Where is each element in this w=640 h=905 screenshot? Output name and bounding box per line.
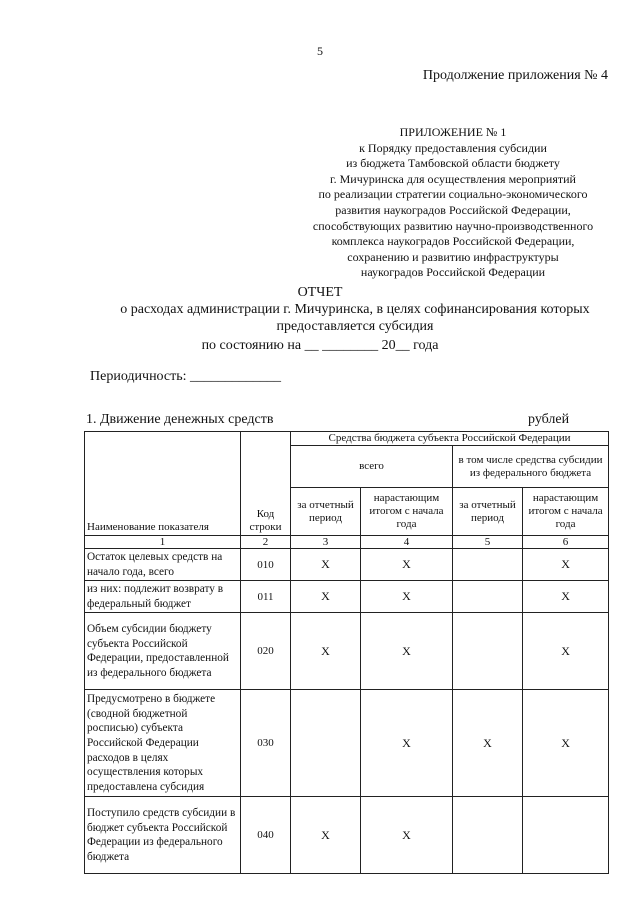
appendix-line: из бюджета Тамбовской области бюджету bbox=[346, 156, 560, 171]
cell-value: X bbox=[523, 613, 609, 690]
appendix-line: комплекса наукоградов Российской Федерации, bbox=[331, 234, 575, 249]
appendix-line: наукоградов Российской Федерации bbox=[360, 265, 546, 280]
row-code: 010 bbox=[241, 549, 291, 581]
column-number: 2 bbox=[241, 536, 291, 549]
header-regional-budget: Средства бюджета субъекта Российской Федерации bbox=[291, 432, 609, 446]
column-number: 4 bbox=[361, 536, 453, 549]
appendix-line: развития наукоградов Российской Федерации, bbox=[335, 202, 571, 217]
header-cumulative: нарастающим итогом с начала года bbox=[523, 488, 609, 536]
cell-value: X bbox=[291, 549, 361, 581]
table-row bbox=[85, 690, 609, 797]
cell-value bbox=[453, 549, 523, 581]
cell-value bbox=[523, 797, 609, 874]
table-row bbox=[85, 797, 609, 874]
report-subtitle-line: о расходах администрации г. Мичуринска, в целях софинансирования которых bbox=[120, 302, 590, 317]
column-number: 1 bbox=[85, 536, 241, 549]
report-subtitle-line: предоставляется субсидия bbox=[276, 319, 434, 334]
table-row bbox=[85, 613, 609, 690]
row-code: 040 bbox=[241, 797, 291, 874]
header-period: за отчетный период bbox=[453, 488, 523, 536]
row-name: Объем субсидии бюджету субъекта Российской Федерации, предоставленной из федерального бюджета bbox=[85, 613, 241, 690]
row-name: из них: подлежит возврату в федеральный бюджет bbox=[85, 581, 241, 613]
report-date-line: по состоянию на __ ________ 20__ года bbox=[201, 338, 439, 353]
row-name: Остаток целевых средств на начало года, всего bbox=[85, 549, 241, 581]
column-number: 3 bbox=[291, 536, 361, 549]
cell-value: X bbox=[361, 613, 453, 690]
cell-value: X bbox=[361, 549, 453, 581]
cell-value: X bbox=[291, 581, 361, 613]
row-code: 030 bbox=[241, 690, 291, 797]
cell-value: X bbox=[453, 690, 523, 797]
cell-value: X bbox=[361, 581, 453, 613]
column-number: 6 bbox=[523, 536, 609, 549]
cell-value: X bbox=[523, 549, 609, 581]
report-subtitle bbox=[70, 301, 640, 335]
appendix-line: к Порядку предоставления субсидии bbox=[359, 140, 547, 155]
header-total: всего bbox=[291, 446, 453, 488]
cell-value bbox=[291, 690, 361, 797]
cash-flow-table bbox=[84, 431, 609, 874]
table-row bbox=[85, 549, 609, 581]
appendix-line: г. Мичуринска для осуществления мероприятий bbox=[330, 171, 576, 186]
currency-unit: рублей bbox=[528, 412, 570, 427]
cell-value bbox=[453, 797, 523, 874]
row-name: Предусмотрено в бюджете (сводной бюджетной росписью) субъекта Российской Федерации расходов в целях осуществления которых предоставлена субсидия bbox=[85, 690, 241, 797]
cell-value: X bbox=[291, 613, 361, 690]
cell-value: X bbox=[523, 690, 609, 797]
page-number: 5 bbox=[317, 44, 323, 58]
cell-value: X bbox=[523, 581, 609, 613]
cell-value: X bbox=[361, 690, 453, 797]
cell-value bbox=[453, 581, 523, 613]
row-code: 020 bbox=[241, 613, 291, 690]
appendix-header bbox=[290, 125, 616, 281]
table-row bbox=[85, 581, 609, 613]
periodicity-field: Периодичность: _____________ bbox=[90, 369, 282, 384]
appendix-line: сохранению и развитию инфраструктуры bbox=[347, 249, 559, 264]
continuation-label: Продолжение приложения № 4 bbox=[422, 68, 608, 83]
row-code: 011 bbox=[241, 581, 291, 613]
report-title: ОТЧЕТ bbox=[297, 285, 343, 300]
header-indicator-name: Наименование показателя bbox=[85, 432, 241, 536]
appendix-line: способствующих развитию научно-производственного bbox=[312, 218, 594, 233]
appendix-line: по реализации стратегии социально-экономического bbox=[318, 187, 588, 202]
section-title: 1. Движение денежных средств bbox=[86, 412, 274, 427]
header-cumulative: нарастающим итогом с начала года bbox=[361, 488, 453, 536]
cell-value: X bbox=[361, 797, 453, 874]
header-incl-federal: в том числе средства субсидии из федерального бюджета bbox=[453, 446, 609, 488]
cell-value bbox=[453, 613, 523, 690]
header-period: за отчетный период bbox=[291, 488, 361, 536]
header-row-code: Код строки bbox=[241, 432, 291, 536]
cell-value: X bbox=[291, 797, 361, 874]
column-number: 5 bbox=[453, 536, 523, 549]
row-name: Поступило средств субсидии в бюджет субъекта Российской Федерации из федерального бюджета bbox=[85, 797, 241, 874]
appendix-line: ПРИЛОЖЕНИЕ № 1 bbox=[399, 125, 507, 139]
